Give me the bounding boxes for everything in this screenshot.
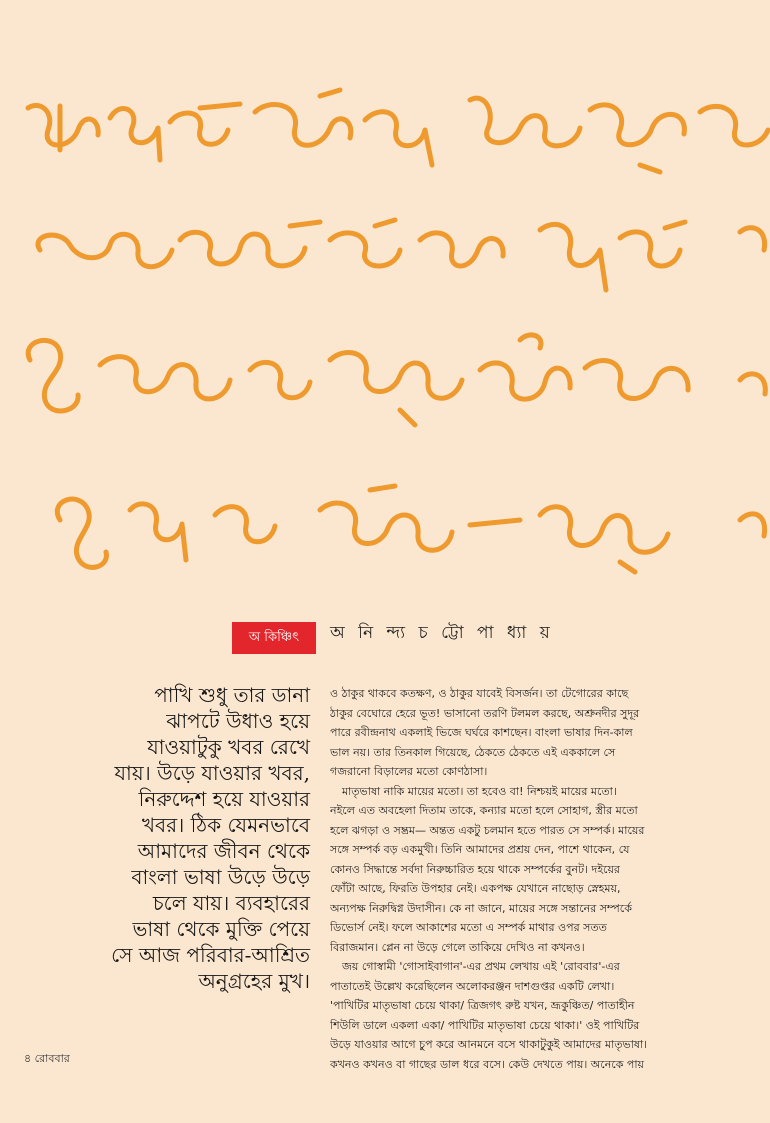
pull-quote-line: বাংলা ভাষা উড়ে উড়ে: [131, 865, 310, 889]
body-text-line: ও ঠাকুর থাকবে কতক্ষণ, ও ঠাকুর যাবেই বিসর্জন। তা টেগোরের কাছে: [330, 687, 629, 700]
handwriting-line-1: [28, 90, 768, 172]
pull-quote-line: পাখি শুধু তার ডানা: [154, 683, 310, 707]
handwriting-line-3: [28, 335, 765, 425]
page-number-footer: ৪ রোববার: [24, 1052, 70, 1065]
body-text-line: পারে রবীন্দ্রনাথ একলাই ভিজে ঘর্ঘরে কাশছেন। বাংলা ভাষার দিন-কাল: [330, 726, 633, 739]
body-text-line: শিউলি ডালে একলা একা/ পাখিটির মাতৃভাষা চেয়ে থাকা।' ওই পাখিটির: [330, 1018, 640, 1032]
body-text-line: ডিভোর্স নেই। ফলে আকাশের মতো এ সম্পর্ক মাথার ওপর সতত: [330, 921, 607, 934]
column-tag-badge: অ কিঞ্চিৎ: [232, 622, 316, 654]
body-text-line: হলে ঝগড়া ও সম্ভ্রম— অন্তত একটু চলমান হতে পারত সে সম্পর্ক। মায়ের: [330, 823, 645, 837]
pull-quote-line: নিরুদ্দেশ হয়ে যাওয়ার: [138, 787, 310, 811]
body-text-line: সঙ্গে সম্পর্ক বড় একমুখী। তিনি আমাদের প্রশ্রয় দেন, পাশে থাকেন, যে: [330, 843, 630, 856]
article-body-column: [330, 684, 742, 1074]
pull-quote-line: চলে যায়। ব্যবহারের: [152, 891, 310, 915]
handwriting-line-4: [57, 486, 764, 572]
body-text-line: মাতৃভাষা নাকি মায়ের মতো। তা হবেও বা! নিশ্চয়ই মায়ের মতো।: [342, 784, 617, 798]
pull-quote-line: যায়। উড়ে যাওয়ার খবর,: [114, 761, 310, 785]
body-text-line: ভাল নয়। তার তিনকাল গিয়েছে, ঠেকতে ঠেকতে এই এককালে সে: [330, 745, 616, 759]
body-text-line: গজরানো বিড়ালের মতো কোণঠাসা।: [330, 765, 488, 778]
pull-quote-line: অনুগ্রহের মুখ।: [198, 969, 310, 993]
body-text-line: ঠাকুর বেঘোরে হেরে ভূত! ভাসানো তরণি টলমল করছে, অশ্রুনদীর সুদূর: [330, 706, 640, 720]
body-text-line: জয় গোস্বামী 'গোসাইবাগান'-এর প্রথম লেখায় এই 'রোববার'-এর: [342, 960, 620, 973]
handwriting-line-2: [38, 220, 765, 290]
pull-quote-line: ঝাপটে উধাও হয়ে: [166, 709, 310, 733]
body-text-line: অন্যপক্ষ নিরুদ্বিগ্ন উদাসীন। কে না জানে, মায়ের সঙ্গে সন্তানের সম্পর্কে: [330, 901, 632, 915]
body-text-line: উড়ে যাওয়ার আগে চুপ করে আনমনে বসে থাকাটুকুই আমাদের মাতৃভাষা।: [330, 1038, 648, 1051]
body-text-line: ফোঁটা আছে, ফিরতি উপহার নেই। একপক্ষ যেখানে নাছোড় স্নেহময়,: [330, 882, 621, 895]
body-text-line: কখনও কখনও বা গাছের ডাল ধরে বসে। কেউ দেখতে পায়। অনেকে পায়: [330, 1057, 645, 1071]
pull-quote-line: আমাদের জীবন থেকে: [137, 839, 310, 863]
body-text-line: 'পাখিটির মাতৃভাষা চেয়ে থাকা/ ত্রিজগৎ রুষ্ট যখন, ভ্রূকুঞ্চিত/ পাতাহীন: [330, 999, 635, 1012]
pull-quote-line: সে আজ পরিবার-আশ্রিত: [111, 943, 310, 967]
pull-quote-line: যাওয়াটুকু খবর রেখে: [147, 735, 310, 759]
body-text-line: কোনও সিদ্ধান্তে সর্বদা নিরুচ্চারিত হয়ে থাকে সম্পর্কের বুনট। দইয়ের: [330, 862, 620, 876]
body-text-line: পাতাতেই উল্লেখ করেছিলেন অলোকরঞ্জন দাশগুপ্তর একটি লেখা।: [330, 979, 615, 993]
body-text-line: বিরাজমান। প্লেন না উড়ে গেলে তাকিয়ে দেখিও না কখনও।: [330, 940, 585, 954]
body-text-line: নইলে এত অবহেলা দিতাম তাকে, কন্যার মতো হলে সোহাগ, স্ত্রীর মতো: [330, 804, 638, 817]
pull-quote-line: ভাষা থেকে মুক্তি পেয়ে: [132, 917, 310, 941]
pull-quote-line: খবর। ঠিক যেমনভাবে: [141, 813, 310, 837]
author-byline: অ নি ন্দ্য চ ট্টো পা ধ্যা য়: [330, 623, 554, 643]
